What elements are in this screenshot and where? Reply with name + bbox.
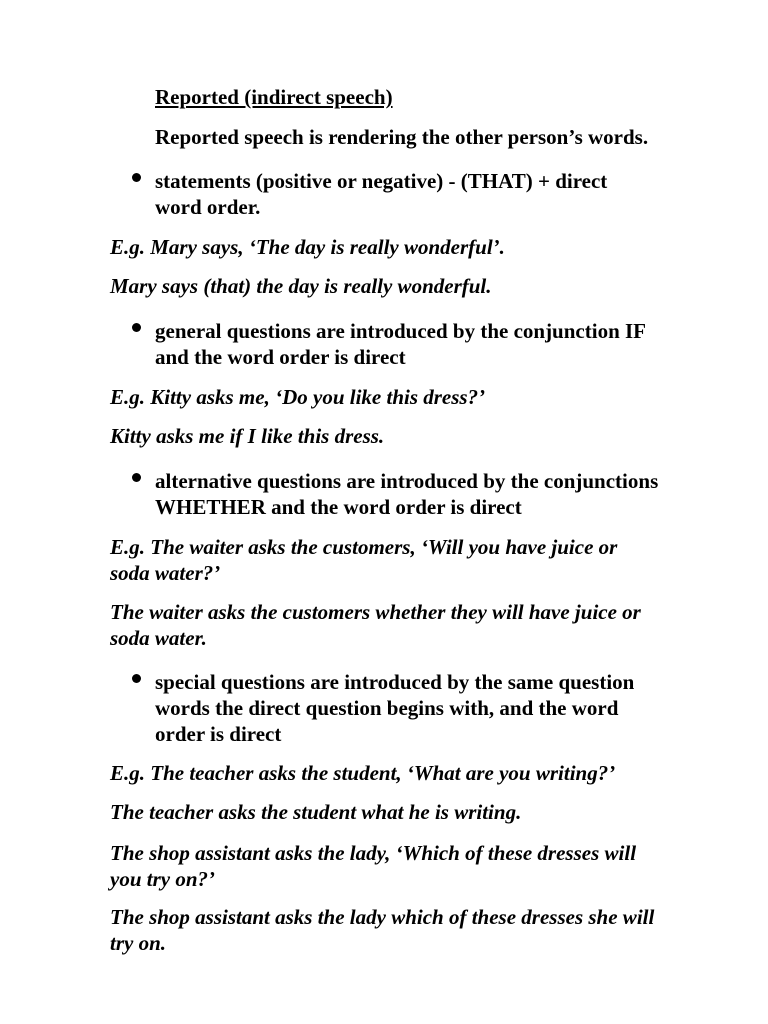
bullet-marker <box>132 323 141 332</box>
example-reported-statement: Mary says (that) the day is really wonderful. <box>110 274 492 298</box>
bullet-marker <box>132 674 141 683</box>
example-direct-alternative-question-line-2: soda water?’ <box>110 561 221 585</box>
example-reported-alternative-question-line-2: soda water. <box>110 626 207 650</box>
example-direct-alternative-question-line-1: E.g. The waiter asks the customers, ‘Will you have juice or <box>110 535 618 559</box>
rule-special-questions-line-1: special questions are introduced by the same question <box>155 670 635 694</box>
rule-special-questions-line-2: words the direct question begins with, and the word <box>155 696 619 720</box>
intro-text: Reported speech is rendering the other person’s words. <box>155 125 649 149</box>
bullet-marker <box>132 473 141 482</box>
rule-general-questions-line-1: general questions are introduced by the conjunction IF <box>155 319 646 343</box>
rule-statements-line-1: statements (positive or negative) - (THAT) + direct <box>155 169 608 193</box>
example-reported-which-question-line-2: try on. <box>110 931 167 955</box>
example-reported-special-question: The teacher asks the student what he is writing. <box>110 800 522 824</box>
rule-alternative-questions-line-1: alternative questions are introduced by the conjunctions <box>155 469 659 493</box>
rule-general-questions-line-2: and the word order is direct <box>155 345 406 369</box>
example-reported-which-question-line-1: The shop assistant asks the lady which of these dresses she will <box>110 905 655 929</box>
example-reported-general-question: Kitty asks me if I like this dress. <box>110 424 385 448</box>
example-direct-special-question: E.g. The teacher asks the student, ‘What are you writing?’ <box>110 761 616 785</box>
example-direct-which-question-line-2: you try on?’ <box>110 867 215 891</box>
example-reported-alternative-question-line-1: The waiter asks the customers whether they will have juice or <box>110 600 641 624</box>
example-direct-which-question-line-1: The shop assistant asks the lady, ‘Which of these dresses will <box>110 841 637 865</box>
example-direct-statement: E.g. Mary says, ‘The day is really wonderful’. <box>110 235 505 259</box>
rule-statements-line-2: word order. <box>155 195 261 219</box>
bullet-marker <box>132 173 141 182</box>
example-direct-general-question: E.g. Kitty asks me, ‘Do you like this dress?’ <box>110 385 486 409</box>
rule-special-questions-line-3: order is direct <box>155 722 282 746</box>
rule-alternative-questions-line-2: WHETHER and the word order is direct <box>155 495 522 519</box>
document-title: Reported (indirect speech) <box>155 85 393 109</box>
